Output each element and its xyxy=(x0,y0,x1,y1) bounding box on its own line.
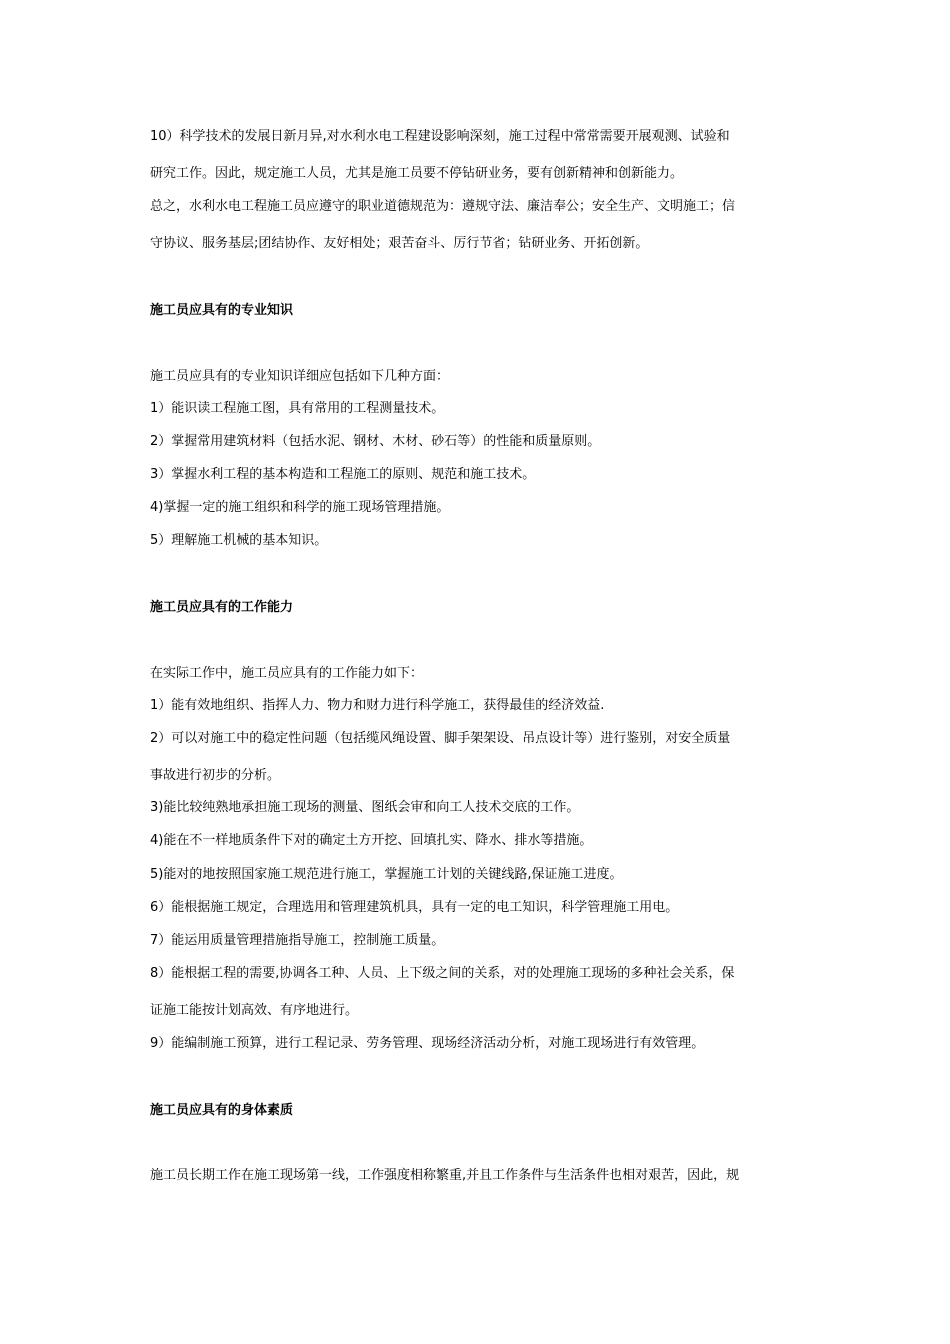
list-item: 5)能对的地按照国家施工规范进行施工，掌握施工计划的关键线路,保证施工进度。 xyxy=(150,867,623,882)
list-item: 2）可以对施工中的稳定性问题（包括缆风绳设置、脚手架架设、吊点设计等）进行鉴别，对安全质量 xyxy=(150,731,731,746)
paragraph-line: 在实际工作中，施工员应具有的工作能力如下： xyxy=(150,666,424,681)
list-item: 4)掌握一定的施工组织和科学的施工现场管理措施。 xyxy=(150,500,450,515)
list-item: 1）能有效地组织、指挥人力、物力和财力进行科学施工，获得最佳的经济效益. xyxy=(150,698,605,713)
list-item: 4)能在不一样地质条件下对的确定土方开挖、回填扎实、降水、排水等措施。 xyxy=(150,833,593,848)
section-heading-physical-quality: 施工员应具有的身体素质 xyxy=(150,1103,294,1118)
paragraph-line: 10）科学技术的发展日新月异,对水利水电工程建设影响深刻，施工过程中常常需要开展观测、试验和 xyxy=(150,129,730,144)
list-item: 3）掌握水利工程的基本构造和工程施工的原则、规范和施工技术。 xyxy=(150,467,536,482)
list-item: 9）能编制施工预算，进行工程记录、劳务管理、现场经济活动分析，对施工现场进行有效管理。 xyxy=(150,1036,705,1051)
paragraph-line: 守协议、服务基层;团结协作、友好相处；艰苦奋斗、厉行节省；钻研业务、开拓创新。 xyxy=(150,236,649,251)
paragraph-line: 总之，水利水电工程施工员应遵守的职业道德规范为：遵规守法、廉洁奉公；安全生产、文明施工；信 xyxy=(150,199,736,214)
list-item: 6）能根据施工规定，合理选用和管理建筑机具，具有一定的电工知识，科学管理施工用电。 xyxy=(150,900,679,915)
paragraph-line: 研究工作。因此，规定施工人员，尤其是施工员要不停钻研业务，要有创新精神和创新能力。 xyxy=(150,166,684,181)
section-heading-work-ability: 施工员应具有的工作能力 xyxy=(150,600,294,615)
paragraph-line: 施工员应具有的专业知识详细应包括如下几种方面： xyxy=(150,369,450,384)
list-item: 1）能识读工程施工图，具有常用的工程测量技术。 xyxy=(150,401,445,416)
list-item: 2）掌握常用建筑材料（包括水泥、钢材、木材、砂石等）的性能和质量原则。 xyxy=(150,434,601,449)
section-heading-professional-knowledge: 施工员应具有的专业知识 xyxy=(150,303,294,318)
list-item-continuation: 证施工能按计划高效、有序地进行。 xyxy=(150,1003,359,1018)
paragraph-line: 施工员长期工作在施工现场第一线，工作强度相称繁重,并且工作条件与生活条件也相对艰苦，因此，规 xyxy=(150,1168,740,1183)
list-item-continuation: 事故进行初步的分析。 xyxy=(150,768,281,783)
list-item: 8）能根据工程的需要,协调各工种、人员、上下级之间的关系，对的处理施工现场的多种社会关系，保 xyxy=(150,966,735,981)
list-item: 7）能运用质量管理措施指导施工，控制施工质量。 xyxy=(150,933,445,948)
list-item: 3)能比较纯熟地承担施工现场的测量、图纸会审和向工人技术交底的工作。 xyxy=(150,800,580,815)
list-item: 5）理解施工机械的基本知识。 xyxy=(150,533,328,548)
